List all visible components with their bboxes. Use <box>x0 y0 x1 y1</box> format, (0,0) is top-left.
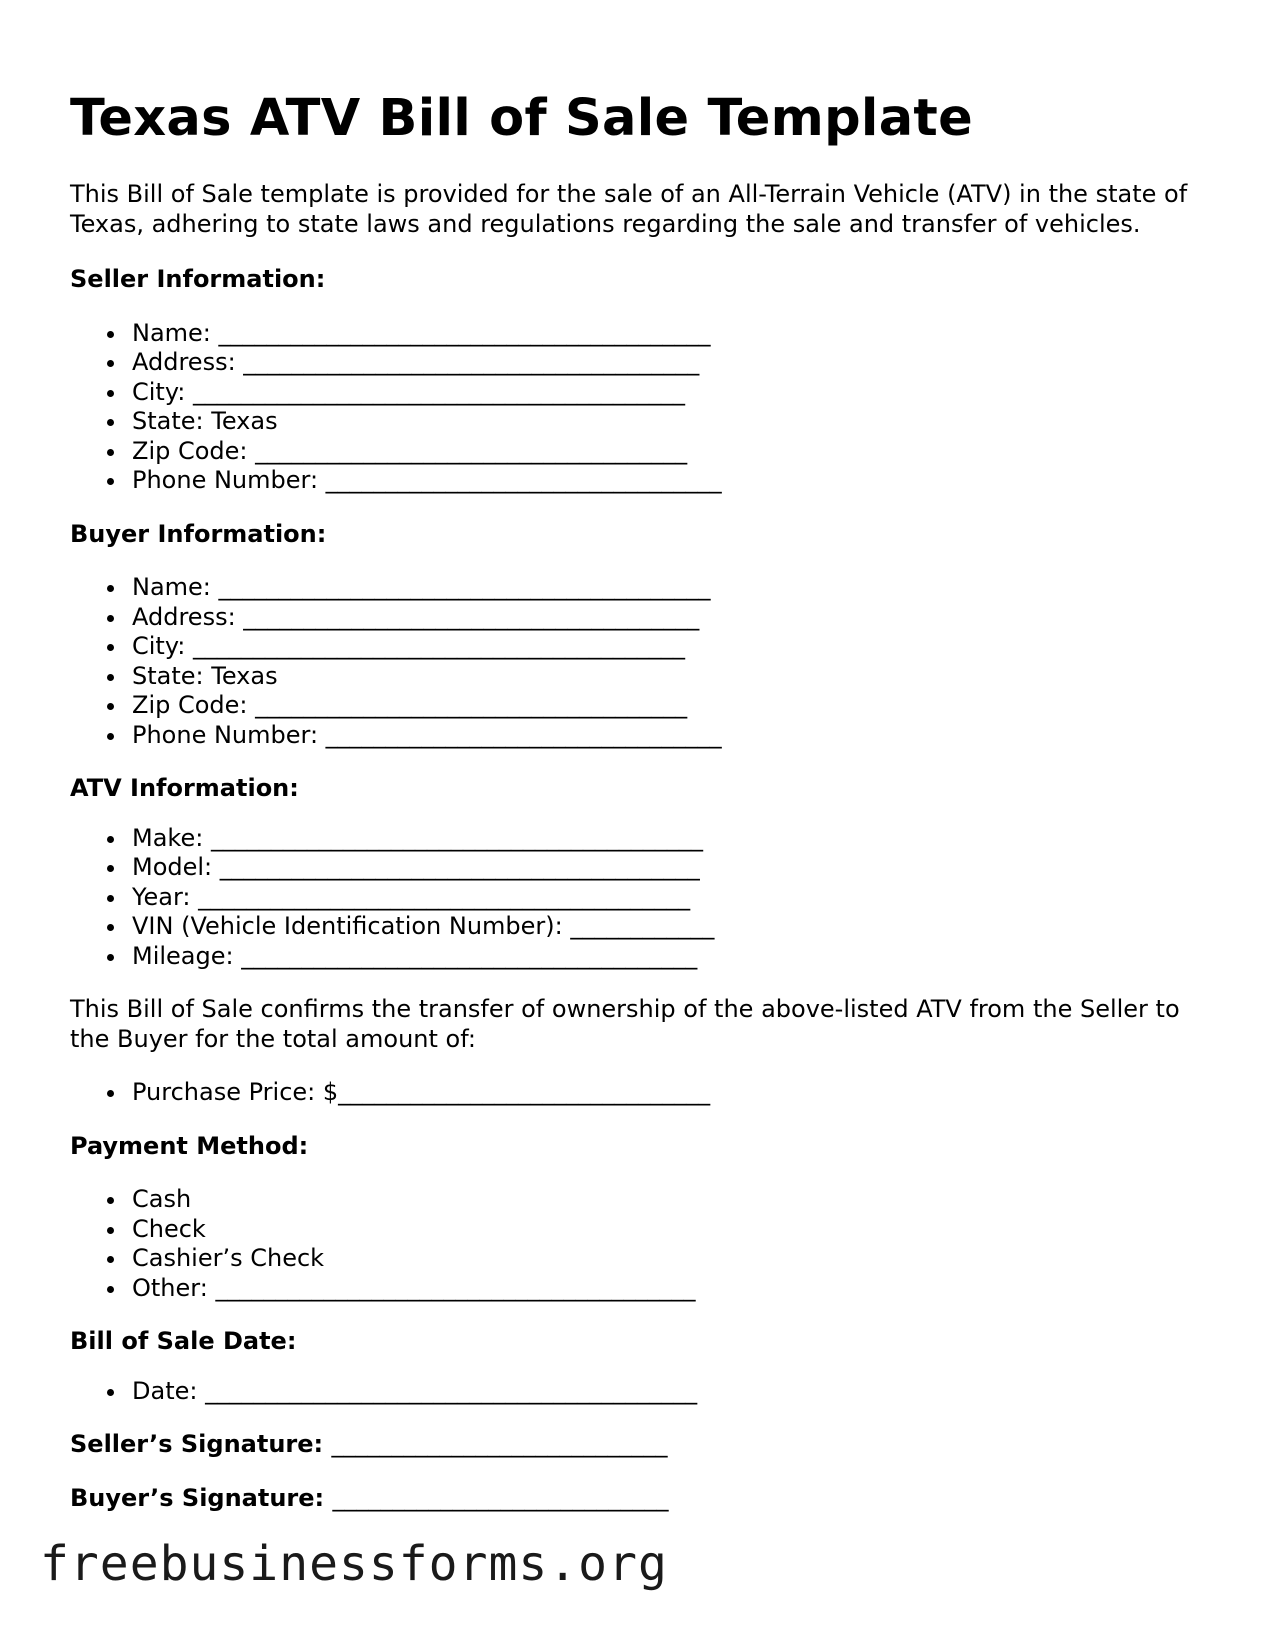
atv-year-field[interactable]: Year: _________________________________________ <box>132 883 1200 913</box>
seller-name-field[interactable]: Name: _________________________________________ <box>132 319 1200 349</box>
seller-heading: Seller Information: <box>70 265 326 293</box>
seller-signature-label: Seller’s Signature: <box>70 1430 324 1458</box>
buyer-address-field[interactable]: Address: ______________________________________ <box>132 603 1200 633</box>
buyer-phone-field[interactable]: Phone Number: _________________________________ <box>132 721 1200 751</box>
payment-cash-option[interactable]: Cash <box>132 1185 1200 1215</box>
seller-zip-field[interactable]: Zip Code: ____________________________________ <box>132 437 1200 467</box>
buyer-state-field: State: Texas <box>132 662 1200 692</box>
sale-date-field[interactable]: Date: _________________________________________ <box>132 1377 1200 1407</box>
seller-list <box>70 319 1200 496</box>
watermark: freebusinessforms.org <box>40 1536 668 1592</box>
buyer-signature-blank[interactable]: ____________________________ <box>332 1483 669 1512</box>
page-title: Texas ATV Bill of Sale Template <box>70 89 973 148</box>
buyer-zip-field[interactable]: Zip Code: ____________________________________ <box>132 691 1200 721</box>
document-page <box>70 84 1200 1537</box>
seller-signature-line[interactable] <box>70 1430 1200 1460</box>
atv-make-field[interactable]: Make: _________________________________________ <box>132 824 1200 854</box>
atv-vin-field[interactable]: VIN (Vehicle Identification Number): ____________ <box>132 912 1200 942</box>
payment-heading: Payment Method: <box>70 1131 309 1160</box>
date-list <box>70 1377 1200 1407</box>
buyer-signature-line[interactable] <box>70 1484 1200 1514</box>
payment-other-field[interactable]: Other: ________________________________________ <box>132 1274 1200 1304</box>
payment-list <box>70 1185 1200 1303</box>
atv-model-field[interactable]: Model: ________________________________________ <box>132 853 1200 883</box>
price-list <box>70 1078 1200 1108</box>
seller-address-field[interactable]: Address: ______________________________________ <box>132 348 1200 378</box>
payment-check-option[interactable]: Check <box>132 1215 1200 1245</box>
buyer-name-field[interactable]: Name: _________________________________________ <box>132 573 1200 603</box>
intro-paragraph: This Bill of Sale template is provided for the sale of an All-Terrain Vehicle (ATV) in the state of Texas, adhering to state laws and regulations regarding the sale and transfer of vehicles. <box>70 180 1188 238</box>
buyer-signature-label: Buyer’s Signature: <box>70 1483 325 1512</box>
buyer-list <box>70 573 1200 750</box>
seller-signature-blank[interactable]: ____________________________ <box>331 1430 668 1458</box>
atv-mileage-field[interactable]: Mileage: ______________________________________ <box>132 942 1200 972</box>
purchase-price-field[interactable]: Purchase Price: $_______________________________ <box>132 1078 1200 1108</box>
buyer-heading: Buyer Information: <box>70 519 327 548</box>
seller-city-field[interactable]: City: _________________________________________ <box>132 378 1200 408</box>
buyer-city-field[interactable]: City: _________________________________________ <box>132 632 1200 662</box>
seller-state-field: State: Texas <box>132 407 1200 437</box>
confirm-paragraph: This Bill of Sale confirms the transfer of ownership of the above-listed ATV from the Seller to the Buyer for the total amount of: <box>70 995 1180 1053</box>
atv-heading: ATV Information: <box>70 774 299 802</box>
atv-list <box>70 824 1200 972</box>
seller-phone-field[interactable]: Phone Number: _________________________________ <box>132 466 1200 496</box>
date-heading: Bill of Sale Date: <box>70 1327 297 1355</box>
payment-cashiers-check-option[interactable]: Cashier’s Check <box>132 1244 1200 1274</box>
